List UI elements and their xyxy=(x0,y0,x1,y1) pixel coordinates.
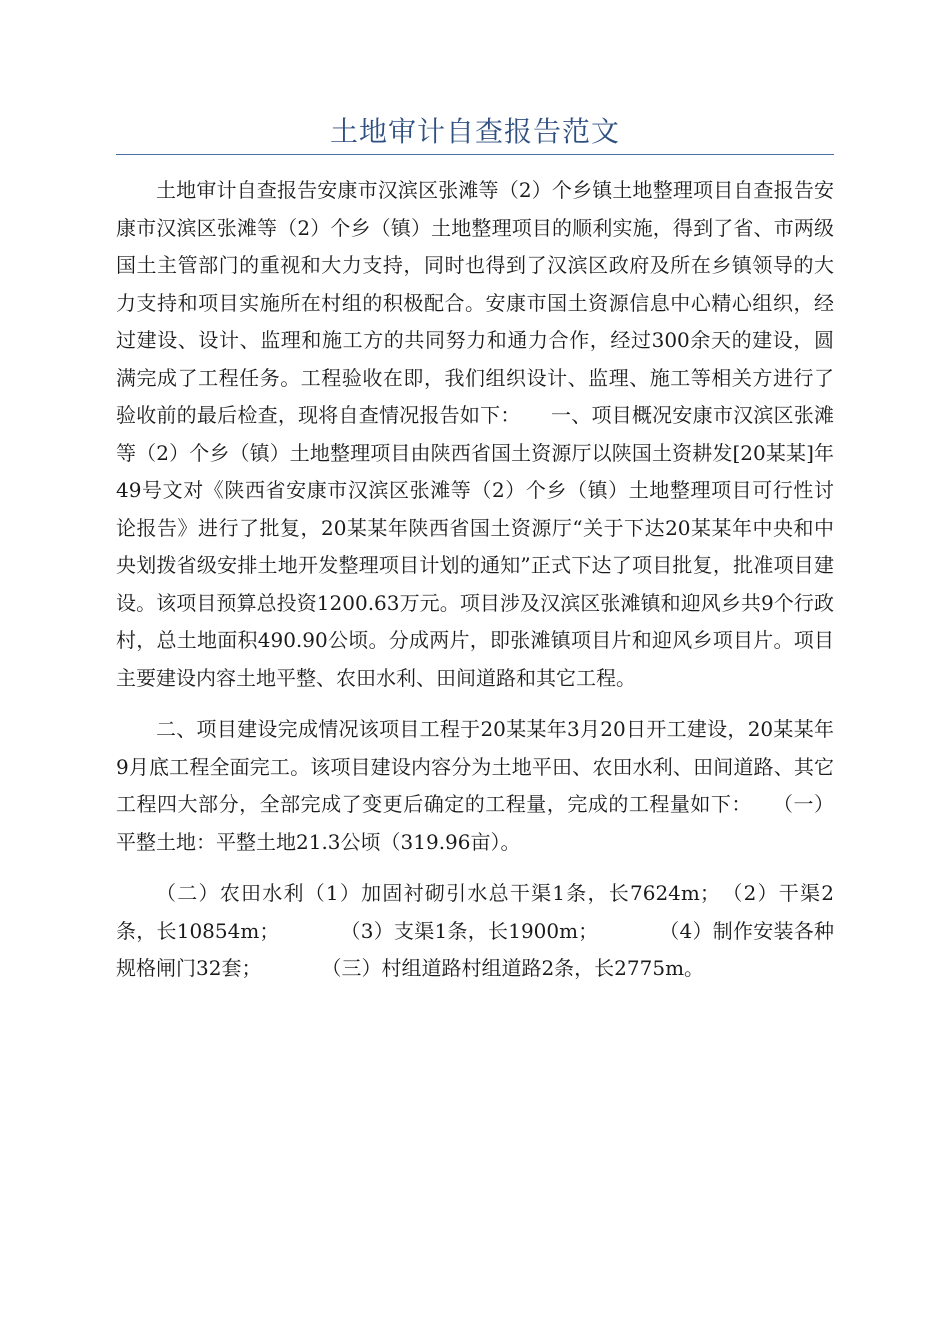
paragraph-irrigation: （二）农田水利（1）加固衬砌引水总干渠1条，长7624m； （2）干渠2条，长10854m； （3）支渠1条，长1900m； （4）制作安装各种规格闸门32套； （三）村组道路村组道路2条，长2775m。 xyxy=(116,881,834,980)
document-body xyxy=(116,172,834,988)
paragraph-construction-status: 二、项目建设完成情况该项目工程于20某某年3月20日开工建设，20某某年9月底工程全面完工。该项目建设内容分为土地平田、农田水利、田间道路、其它工程四大部分，全部完成了变更后确定的工程量，完成的工程量如下： （一）平整土地：平整土地21.3公顷（319.96亩）。 xyxy=(116,717,834,854)
paragraph-overview: 土地审计自查报告安康市汉滨区张滩等（2）个乡镇土地整理项目自查报告安康市汉滨区张滩等（2）个乡（镇）土地整理项目的顺利实施，得到了省、市两级国土主管部门的重视和大力支持，同时也得到了汉滨区政府及所在乡镇领导的大力支持和项目实施所在村组的积极配合。安康市国土资源信息中心精心组织，经过建设、设计、监理和施工方的共同努力和通力合作，经过300余天的建设，圆满完成了工程任务。工程验收在即，我们组织设计、监理、施工等相关方进行了验收前的最后检查，现将自查情况报告如下： 一、项目概况安康市汉滨区张滩等（2）个乡（镇）土地整理项目由陕西省国土资源厅以陕国土资耕发[20某某]年49号文对《陕西省安康市汉滨区张滩等（2）个乡（镇）土地整理项目可行性讨论报告》进行了批复，20某某年陕西省国土资源厅“关于下达20某某年中央和中央划拨省级安排土地开发整理项目计划的通知”正式下达了项目批复，批准项目建设。该项目预算总投资1200.63万元。项目涉及汉滨区张滩镇和迎风乡共9个行政村，总土地面积490.90公顷。分成两片，即张滩镇项目片和迎风乡项目片。项目主要建设内容土地平整、农田水利、田间道路和其它工程。 xyxy=(116,178,834,690)
title-underline xyxy=(116,154,834,155)
document-title: 土地审计自查报告范文 xyxy=(329,115,620,148)
